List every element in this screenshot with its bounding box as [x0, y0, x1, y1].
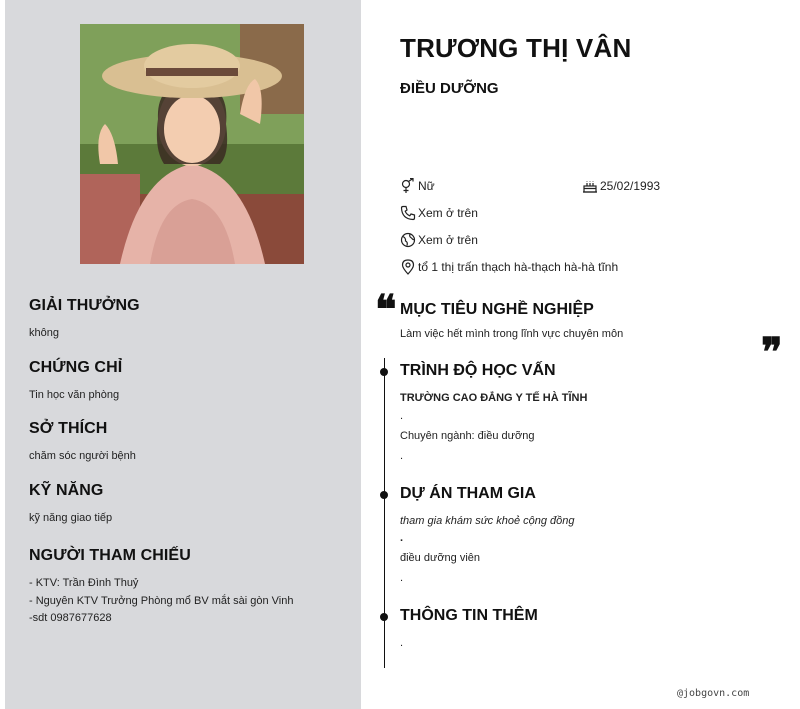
project-name: tham gia khám sức khoẻ cộng đồng: [400, 515, 575, 527]
certificates-text: Tin học văn phòng: [29, 389, 120, 401]
projects-title: DỰ ÁN THAM GIA: [400, 485, 536, 502]
hobbies-section: [29, 420, 349, 466]
references-title: NGƯỜI THAM CHIẾU: [29, 547, 191, 564]
timeline-dot: [380, 613, 388, 621]
job-title: ĐIỀU DƯỠNG: [400, 80, 499, 97]
project-dot: .: [400, 572, 404, 584]
education-major: Chuyên ngành: điều dưỡng: [400, 430, 535, 442]
certificates-title: CHỨNG CHỈ: [29, 359, 123, 376]
extra-info-title: THÔNG TIN THÊM: [400, 607, 538, 624]
website-value: Xem ở trên: [418, 233, 478, 247]
timeline-line: [384, 358, 385, 668]
objective-text: Làm việc hết mình trong lĩnh vực chuyên môn: [400, 328, 624, 340]
extra-info-text: .: [400, 637, 404, 649]
reference-line: - KTV: Trần Đình Thuỷ: [29, 577, 139, 589]
birthday-row: [582, 178, 660, 194]
objective-title: MỤC TIÊU NGHỀ NGHIỆP: [400, 301, 594, 318]
gender-icon: [400, 178, 416, 194]
timeline-dot: [380, 368, 388, 376]
gender-row: [400, 178, 435, 194]
awards-title: GIẢI THƯỞNG: [29, 297, 140, 314]
map-pin-icon: [400, 259, 416, 275]
cake-icon: [582, 178, 598, 194]
candidate-name: TRƯƠNG THỊ VÂN: [400, 33, 632, 63]
certificates-section: [29, 359, 349, 405]
education-title: TRÌNH ĐỘ HỌC VẤN: [400, 362, 556, 379]
phone-icon: [400, 205, 416, 221]
awards-text: không: [29, 327, 59, 339]
timeline-dot: [380, 491, 388, 499]
awards-section: [29, 297, 349, 343]
references-section: [29, 547, 349, 628]
reference-line: - Nguyên KTV Trưởng Phòng mổ BV mắt sài gòn Vinh: [29, 594, 294, 607]
hobbies-title: SỞ THÍCH: [29, 420, 108, 437]
project-role: điều dưỡng viên: [400, 552, 481, 564]
skills-text: kỹ năng giao tiếp: [29, 512, 113, 524]
gender-value: Nữ: [418, 179, 435, 193]
birthday-value: 25/02/1993: [600, 179, 661, 193]
skills-section: [29, 482, 349, 528]
education-dot: .: [400, 450, 404, 462]
reference-line: -sdt 0987677628: [29, 612, 112, 624]
profile-photo: [80, 24, 304, 264]
project-dot: .: [400, 532, 404, 544]
close-quote-icon: ❞: [761, 329, 783, 376]
open-quote-icon: ❝: [375, 286, 397, 333]
address-value: tổ 1 thị trấn thạch hà-thạch hà-hà tĩnh: [418, 260, 619, 274]
education-school: TRƯỜNG CAO ĐẲNG Y TẾ HÀ TĨNH: [400, 392, 588, 404]
hobbies-text: chăm sóc người bệnh: [29, 450, 136, 462]
globe-icon: [400, 232, 416, 248]
skills-title: KỸ NĂNG: [29, 482, 104, 499]
phone-value: Xem ở trên: [418, 206, 478, 220]
phone-row: [400, 205, 478, 221]
website-row: [400, 232, 478, 248]
watermark: @jobgovn.com: [677, 688, 750, 699]
education-dot: .: [400, 410, 404, 422]
address-row: [400, 259, 618, 275]
